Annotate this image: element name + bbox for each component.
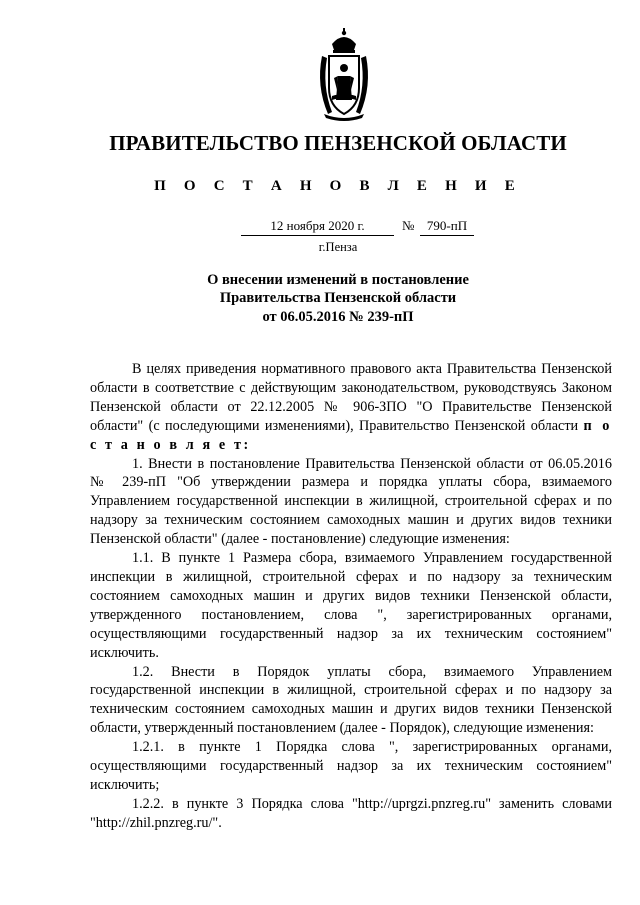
- document-type: П О С Т А Н О В Л Е Н И Е: [154, 178, 522, 194]
- paragraph-preamble: [90, 360, 612, 455]
- document-subject: [0, 271, 640, 326]
- paragraph-item-1: 1. Внести в постановление Правительства Пензенской области от 06.05.2016 № 239-пП "Об утверждении размера и порядка уплаты сбора, взимаемого Управлением государственной инспекции в жилищной, строительной сферах и по надзору за техническим состоянием самоходных машин и других видов техники Пензенской области" (далее - постановление) следующие изменения:: [90, 455, 612, 548]
- document-body: [90, 360, 612, 833]
- organization-title: ПРАВИТЕЛЬСТВО ПЕНЗЕНСКОЙ ОБЛАСТИ: [109, 131, 567, 155]
- document-date: 12 ноября 2020 г.: [241, 218, 394, 236]
- subject-line: от 06.05.2016 № 239-пП: [262, 308, 414, 325]
- paragraph-item-1-1: 1.1. В пункте 1 Размера сбора, взимаемого Управлением государственной инспекции в жилищной, строительной сферах и по надзору за техническим состоянием самоходных машин и других видов техники Пензенской области, утвержденного постановлением, слова ", зарегистрированных органами, осуществляющими государственный надзор за их техническим состоянием" исключить.: [90, 550, 612, 661]
- coat-of-arms-emblem: [312, 26, 376, 122]
- preamble-text: В целях приведения нормативного правового акта Правительства Пензенской области в соответствие с действующим законодательством, руководствуясь Законом Пензенской области от 22.12.2005 № 906-ЗПО "О Правительстве Пензенской области" (с последующими изменениями), Правительство Пензенской области: [90, 361, 612, 434]
- decree-word: п о с т а н о в л я е т:: [90, 417, 612, 453]
- paragraph-item-1-2-2: 1.2.2. в пункте 3 Порядка слова "http://uprgzi.pnzreg.ru" заменить словами "http://zhil.pnzreg.ru/".: [90, 795, 612, 831]
- document-number: 790-пП: [420, 218, 474, 236]
- subject-line: О внесении изменений в постановление: [207, 272, 469, 288]
- city: г.Пенза: [318, 240, 358, 254]
- subject-line: Правительства Пензенской области: [219, 290, 457, 307]
- number-sign: №: [402, 218, 415, 233]
- paragraph-item-1-2: 1.2. Внести в Порядок уплаты сбора, взимаемого Управлением государственной инспекции в жилищной, строительной сферах и по надзору за техническим состоянием самоходных машин и других видов техники Пензенской области, утвержденный постановлением (далее - Порядок), следующие изменения:: [90, 663, 612, 737]
- paragraph-item-1-2-1: 1.2.1. в пункте 1 Порядка слова ", зарегистрированных органами, осуществляющими государственный надзор за их техническим состоянием" исключить;: [90, 739, 612, 793]
